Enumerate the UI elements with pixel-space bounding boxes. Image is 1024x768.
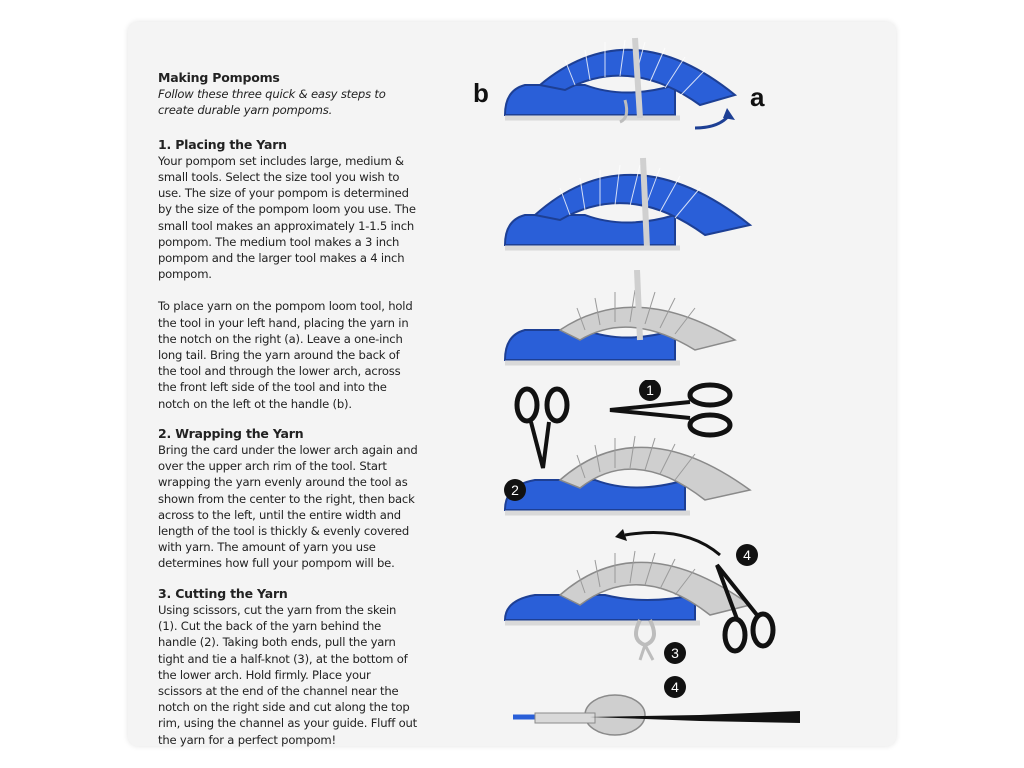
- figure-step-1b: [465, 150, 825, 270]
- figure-step-3-cut: [465, 380, 825, 530]
- scissors-icon: [610, 385, 730, 435]
- step-number-3: 3: [671, 645, 679, 661]
- figure-step-3-trim: [465, 675, 825, 745]
- figure-step-3-tie: [465, 525, 825, 670]
- scissors-icon: [517, 389, 567, 468]
- figure-step-2: [465, 270, 825, 380]
- instructions-text: [158, 70, 418, 748]
- section-heading-cutting: 3. Cutting the Yarn: [158, 585, 288, 601]
- step-number-4-b: 4: [671, 679, 679, 695]
- section-paragraph: Your pompom set includes large, medium & small tools. Select the size tool you wish to use. The size of your pompom is determined by the size of the pompom loom you use. The small tool makes an approximately 1-1.5 inch pompom. The medium tool makes a 3 inch pompom and the larger tool makes a 4 inch pompom.: [158, 153, 416, 282]
- label-b: b: [473, 78, 489, 108]
- section-paragraph: To place yarn on the pompom loom tool, hold the tool in your left hand, placing the yarn in the notch on the right (a). Leave a one-inch long tail. Bring the yarn around the back of the tool and through the lower arch, across the front left side of the tool and into the notch on the left ot the handle (b).: [158, 299, 413, 411]
- illustrations: [465, 30, 825, 740]
- doc-title: Making Pompoms: [158, 70, 280, 85]
- label-a: a: [750, 82, 765, 112]
- section-heading-placing: 1. Placing the Yarn: [158, 136, 287, 152]
- section-heading-wrapping: 2. Wrapping the Yarn: [158, 425, 304, 441]
- step-number-1: 1: [646, 382, 654, 398]
- figure-step-1a: [465, 30, 825, 140]
- section-paragraph: Bring the card under the lower arch again and over the upper arch rim of the tool. Start wrapping the yarn evenly around the tool as shown from the center to the right, then back across to the left, until the entire width and length of the tool is thickly & evenly covered with yarn. The amount of yarn you use determines how full your pompom will be.: [158, 443, 418, 571]
- step-number-2: 2: [511, 482, 519, 498]
- section-paragraph: Using scissors, cut the yarn from the skein (1). Cut the back of the yarn behind the handle (2). Taking both ends, pull the yarn tight and tie a half-knot (3), at the bottom of the lower arch. Hold firmly. Place your scissors at the end of the channel near the notch on the right side and cut along the top rim, using the channel as your guide. Fluff out the yarn for a perfect pompom!: [158, 602, 417, 747]
- doc-subtitle: Follow these three quick & easy steps to create durable yarn pompoms.: [158, 87, 386, 118]
- step-number-4: 4: [743, 547, 751, 563]
